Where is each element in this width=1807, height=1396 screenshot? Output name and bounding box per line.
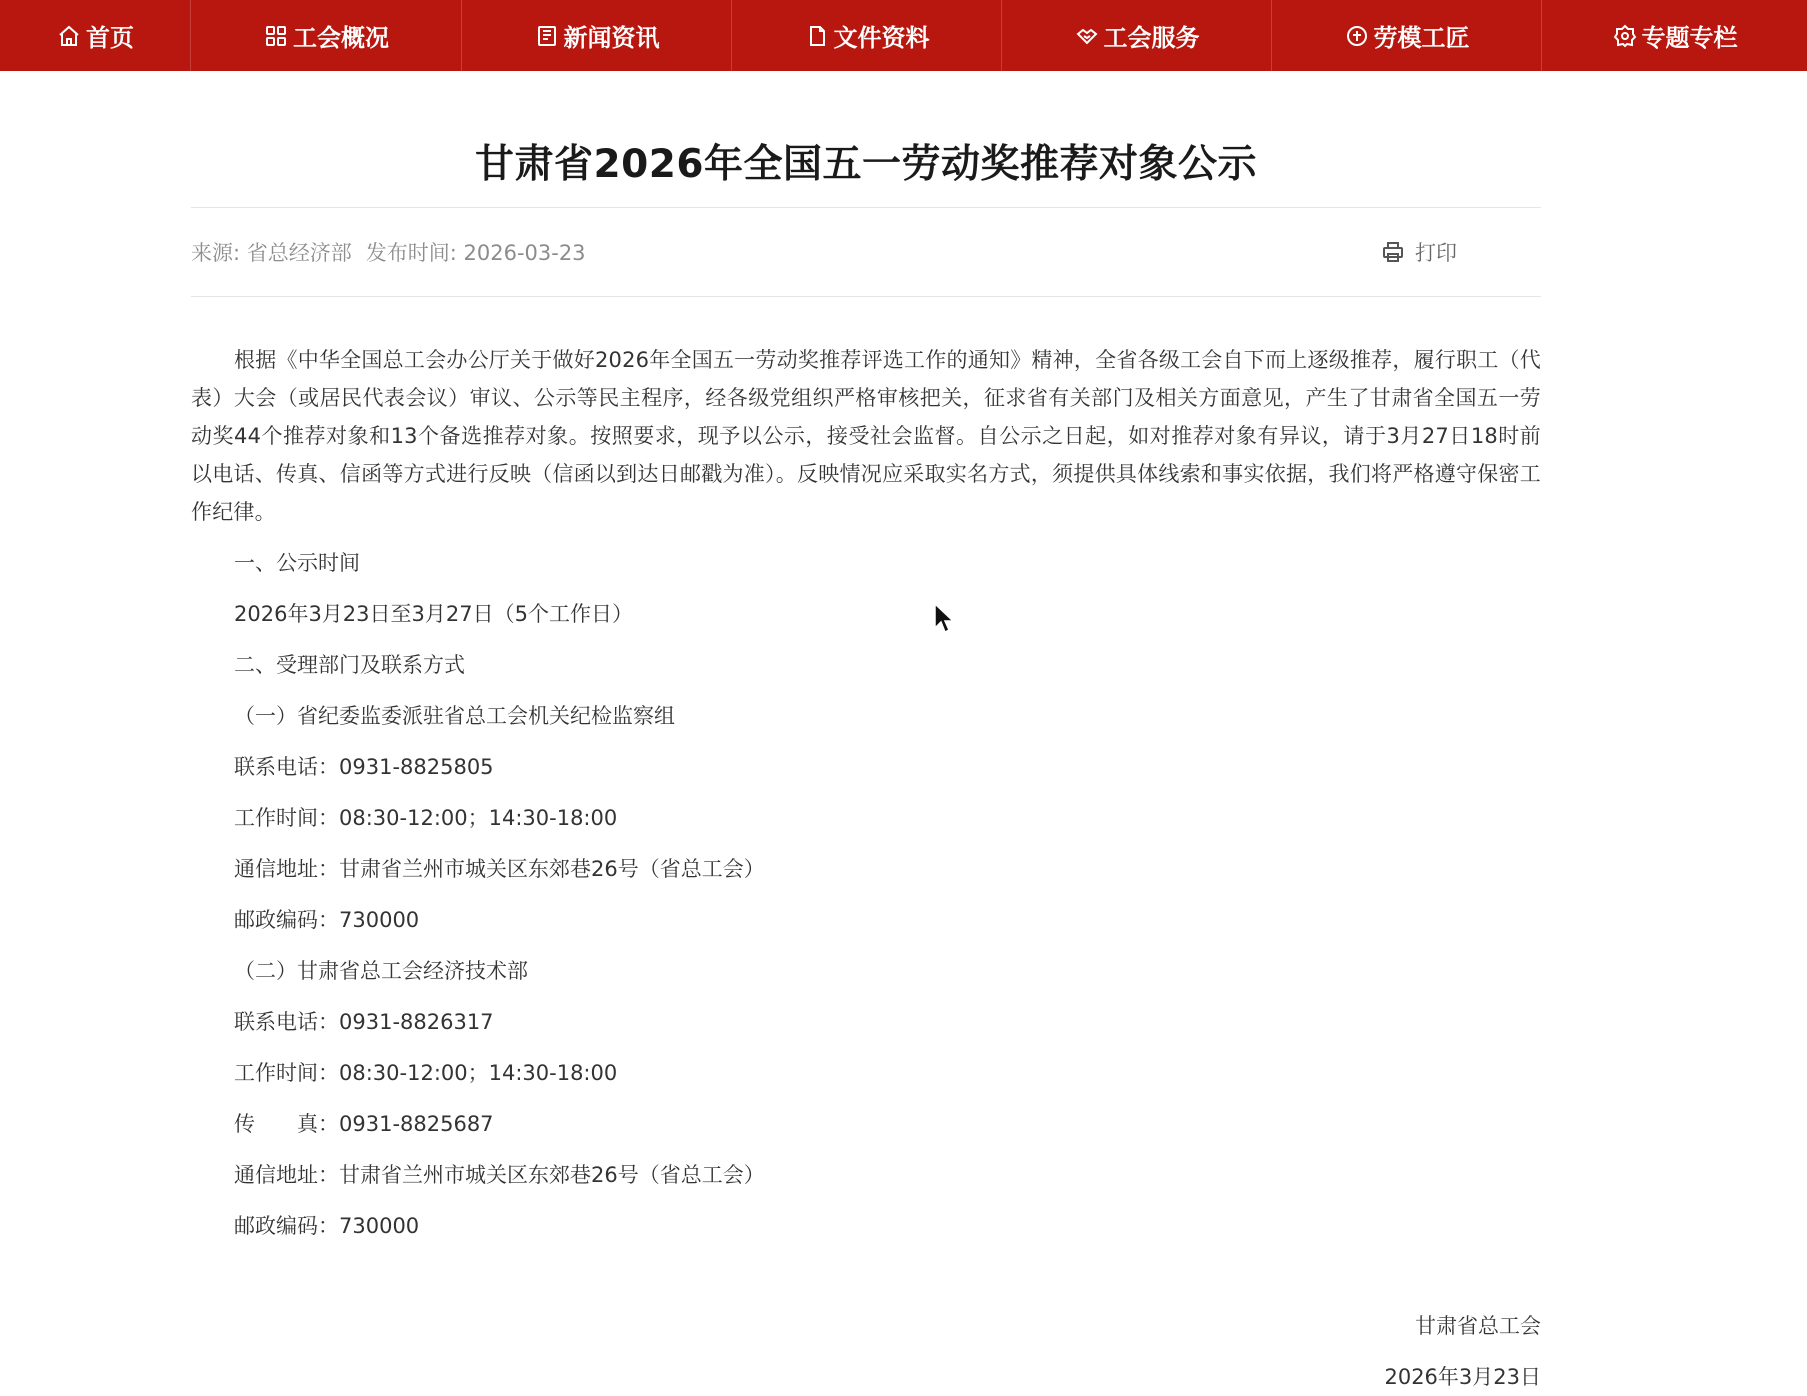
mailing-address: 通信地址：甘肃省兰州市城关区东郊巷26号（省总工会）	[234, 1163, 765, 1187]
signature-org: 甘肃省总工会	[1415, 1314, 1541, 1338]
home-icon	[56, 23, 82, 49]
mailing-address: 通信地址：甘肃省兰州市城关区东郊巷26号（省总工会）	[234, 857, 765, 881]
sub-heading: （一）省纪委监委派驻省总工会机关纪检监察组	[234, 704, 675, 728]
sub-heading: （二）甘肃省总工会经济技术部	[234, 959, 528, 983]
nav-item-union-overview[interactable]	[191, 0, 462, 71]
article-meta	[191, 208, 1541, 296]
work-hours: 工作时间：08:30-12:00；14:30-18:00	[234, 1061, 618, 1085]
nav-item-union-services[interactable]	[1002, 0, 1272, 71]
badge-icon	[1612, 23, 1638, 49]
medal-icon	[1344, 23, 1370, 49]
nav-item-label: 工会概况	[293, 24, 389, 52]
intro-paragraph: 根据《中华全国总工会办公厅关于做好2026年全国五一劳动奖推荐评选工作的通知》精神，全省各级工会自下而上逐级推荐，履行职工（代表）大会（或居民代表会议）审议、公示等民主程序，经各级党组织严格审核把关，征求省有关部门及相关方面意见，产生了甘肃省全国五一劳动奖44个推荐对象和13个备选推荐对象。按照要求，现予以公示，接受社会监督。自公示之日起，如对推荐对象有异议，请于3月27日18时前以电话、传真、信函等方式进行反映（信函以到达日邮戳为准）。反映情况应采取实名方式，须提供具体线索和事实依据，我们将严格遵守保密工作纪律。	[191, 348, 1541, 524]
nav-item-label: 专题专栏	[1641, 24, 1738, 52]
grid-icon	[263, 23, 289, 49]
mouse-cursor-icon	[933, 602, 955, 636]
postal-code: 邮政编码：730000	[234, 1214, 420, 1238]
print-button[interactable]	[1381, 208, 1457, 296]
nav-item-label: 首页	[86, 24, 134, 52]
section-heading: 一、公示时间	[234, 551, 360, 575]
nav-item-news[interactable]	[462, 0, 732, 71]
document-icon	[804, 23, 830, 49]
body-line: 2026年3月23日至3月27日（5个工作日）	[234, 602, 633, 626]
contact-phone: 联系电话：0931-8826317	[234, 1010, 494, 1034]
section-heading: 二、受理部门及联系方式	[234, 653, 465, 677]
handshake-icon	[1074, 23, 1100, 49]
nav-item-model-workers[interactable]	[1272, 0, 1542, 71]
nav-item-home[interactable]	[0, 0, 191, 71]
article-source: 来源: 省总经济部	[191, 241, 352, 265]
nav-item-special-topics[interactable]	[1542, 0, 1807, 71]
article-title: 甘肃省2026年全国五一劳动奖推荐对象公示	[474, 142, 1258, 187]
contact-phone: 联系电话：0931-8825805	[234, 755, 494, 779]
signature	[191, 1307, 1541, 1396]
nav-item-label: 劳模工匠	[1373, 24, 1470, 52]
nav-item-documents[interactable]	[732, 0, 1002, 71]
work-hours: 工作时间：08:30-12:00；14:30-18:00	[234, 806, 618, 830]
publish-time: 发布时间: 2026-03-23	[365, 241, 586, 265]
nav-item-label: 文件资料	[833, 24, 930, 52]
main-nav	[0, 0, 1807, 71]
postal-code: 邮政编码：730000	[234, 908, 420, 932]
signature-date: 2026年3月23日	[1384, 1365, 1541, 1389]
fax-number: 传 真：0931-8825687	[234, 1112, 494, 1136]
nav-item-label: 工会服务	[1103, 24, 1200, 52]
print-label: 打印	[1415, 241, 1457, 265]
article-body	[191, 297, 1541, 1396]
newspaper-icon	[534, 23, 560, 49]
nav-item-label: 新闻资讯	[563, 24, 660, 52]
printer-icon	[1381, 240, 1405, 264]
article	[191, 71, 1541, 1396]
